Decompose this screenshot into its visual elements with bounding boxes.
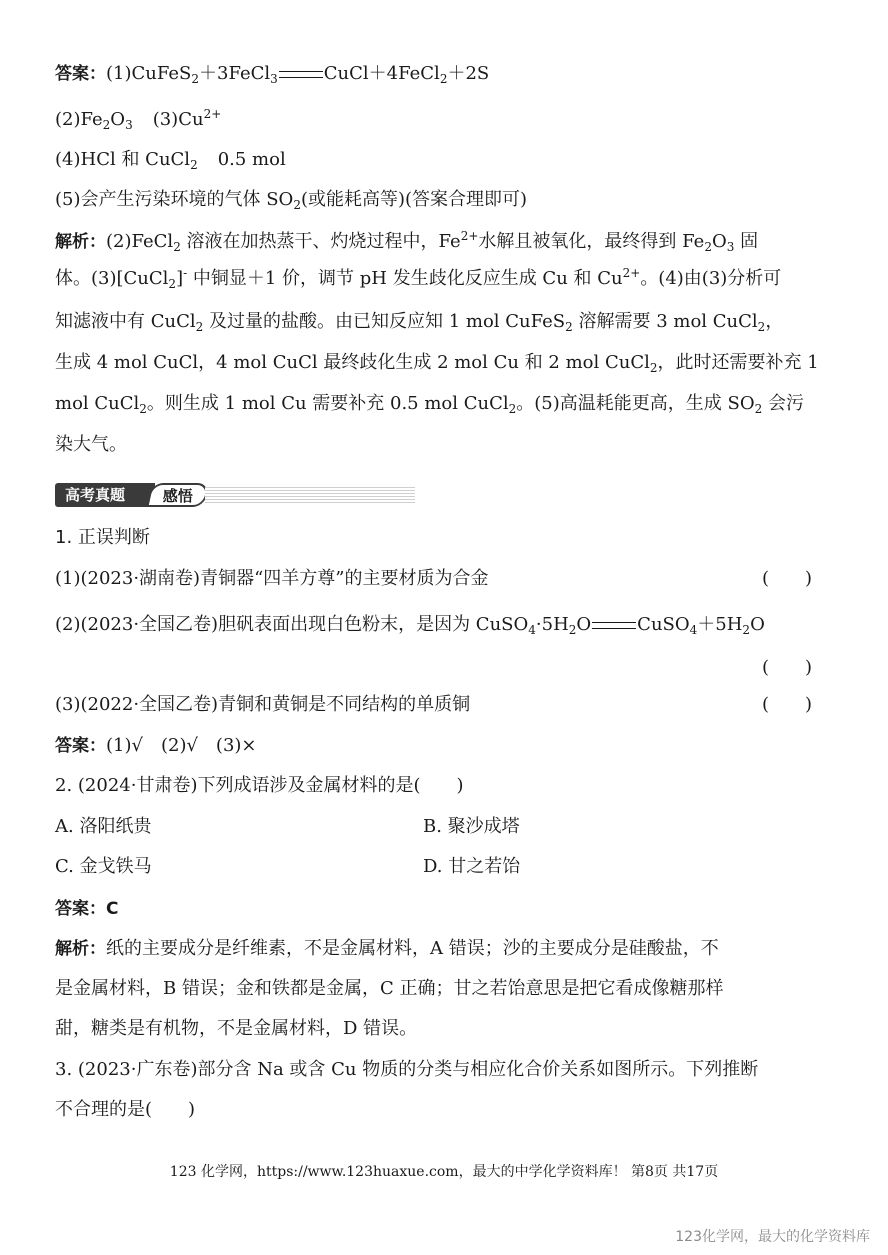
q2-option-c: C. 金戈铁马 (55, 856, 152, 877)
q2-analysis-line-3: 甜，糖类是有机物，不是金属材料，D 错误。 (55, 1018, 418, 1039)
q2-option-a: A. 洛阳纸贵 (55, 816, 152, 837)
q1-item-2: (2)(2023·全国乙卷)胆矾表面出现白色粉末，是因为 $CuSO_4\cdot 5H_2O$ $CuSO_4+5H_2O$ (55, 614, 765, 637)
q1-item-3: (3)(2022·全国乙卷)青铜和黄铜是不同结构的单质铜 (55, 694, 471, 715)
banner-subtitle: 感悟 (146, 483, 209, 507)
q2-option-b: B. 聚沙成塔 (423, 816, 520, 837)
q2-answer: 答案：C (55, 899, 119, 919)
answer-line-5: (5)会产生污染环境的气体 $SO_2$(或能耗高等)(答案合理即可) (55, 189, 528, 212)
q1-item-2-bracket: ( ) (762, 657, 813, 678)
answer-label: 答案： (55, 64, 106, 84)
section-banner (55, 482, 415, 508)
analysis-line-5: mol CuCl$_2$。则生成 1 mol Cu 需要补充 0.5 mol CuCl$_2$。(5)高温耗能更高，生成 $SO_2$ 会污 (55, 393, 804, 416)
analysis-line-4: 生成 4 mol CuCl，4 mol CuCl 最终歧化生成 2 mol Cu 和 2 mol CuCl$_2$，此时还需要补充 1 (55, 352, 819, 375)
q1-answer: 答案：(1)√ (2)√ (3)× (55, 735, 257, 756)
answer-line-2: $(2)Fe_2O_3$ $(3)Cu^{2+}$ (55, 107, 222, 132)
equals-sign (592, 622, 636, 629)
q3-title-cont: 不合理的是( ) (55, 1099, 196, 1120)
banner-title: 高考真题 (55, 483, 155, 507)
q1-item-1-bracket: ( ) (762, 568, 813, 589)
answer-line-4: (4)HCl 和 CuCl$_2$ 0.5 mol (55, 149, 286, 172)
analysis-line-1: 解析：(2)FeCl$_2$ 溶液在加热蒸干、灼烧过程中，$Fe^{2+}$水解且被氧化，最终得到 $Fe_2O_3$ 固 (55, 229, 759, 254)
q1-item-1: (1)(2023·湖南卷)青铜器“四羊方尊”的主要材质为合金 (55, 568, 489, 589)
q2-analysis-line-2: 是金属材料，B 错误；金和铁都是金属，C 正确；甘之若饴意思是把它看成像糖那样 (55, 978, 724, 999)
page-footer: 123 化学网，https://www.123huaxue.com，最大的中学化学资料库！ 第8页 共17页 (169, 1164, 719, 1180)
analysis-label: 解析： (55, 232, 106, 252)
equals-sign (279, 71, 323, 78)
q3-title: 3. (2023·广东卷)部分含 Na 或含 Cu 物质的分类与相应化合价关系如图所示。下列推断 (55, 1059, 759, 1080)
q2-title: 2. (2024·甘肃卷)下列成语涉及金属材料的是( ) (55, 775, 464, 796)
analysis-line-6: 染大气。 (55, 434, 127, 455)
watermark: 123化学网，最大的化学资料库 (675, 1229, 870, 1245)
answer-line-1: 答案：(1)CuFeS$_2$＋3FeCl$_3$ CuCl＋4FeCl$_2$＋2S (55, 63, 490, 86)
banner-stripes (205, 487, 415, 503)
q1-title: 1. 正误判断 (55, 527, 150, 548)
analysis-line-3: 知滤液中有 CuCl$_2$ 及过量的盐酸。由已知反应知 1 mol CuFeS$_2$ 溶解需要 3 mol CuCl$_2$， (55, 311, 784, 334)
q2-analysis-line-1: 解析：纸的主要成分是纤维素，不是金属材料，A 错误；沙的主要成分是硅酸盐，不 (55, 938, 719, 959)
analysis-line-2: 体。(3)[CuCl$_2$]- 中铜显＋1 价，调节 pH 发生歧化反应生成 Cu 和 $Cu^{2+}$。(4)由(3)分析可 (55, 266, 782, 291)
q2-option-d: D. 甘之若饴 (423, 856, 521, 877)
q1-item-3-bracket: ( ) (762, 694, 813, 715)
